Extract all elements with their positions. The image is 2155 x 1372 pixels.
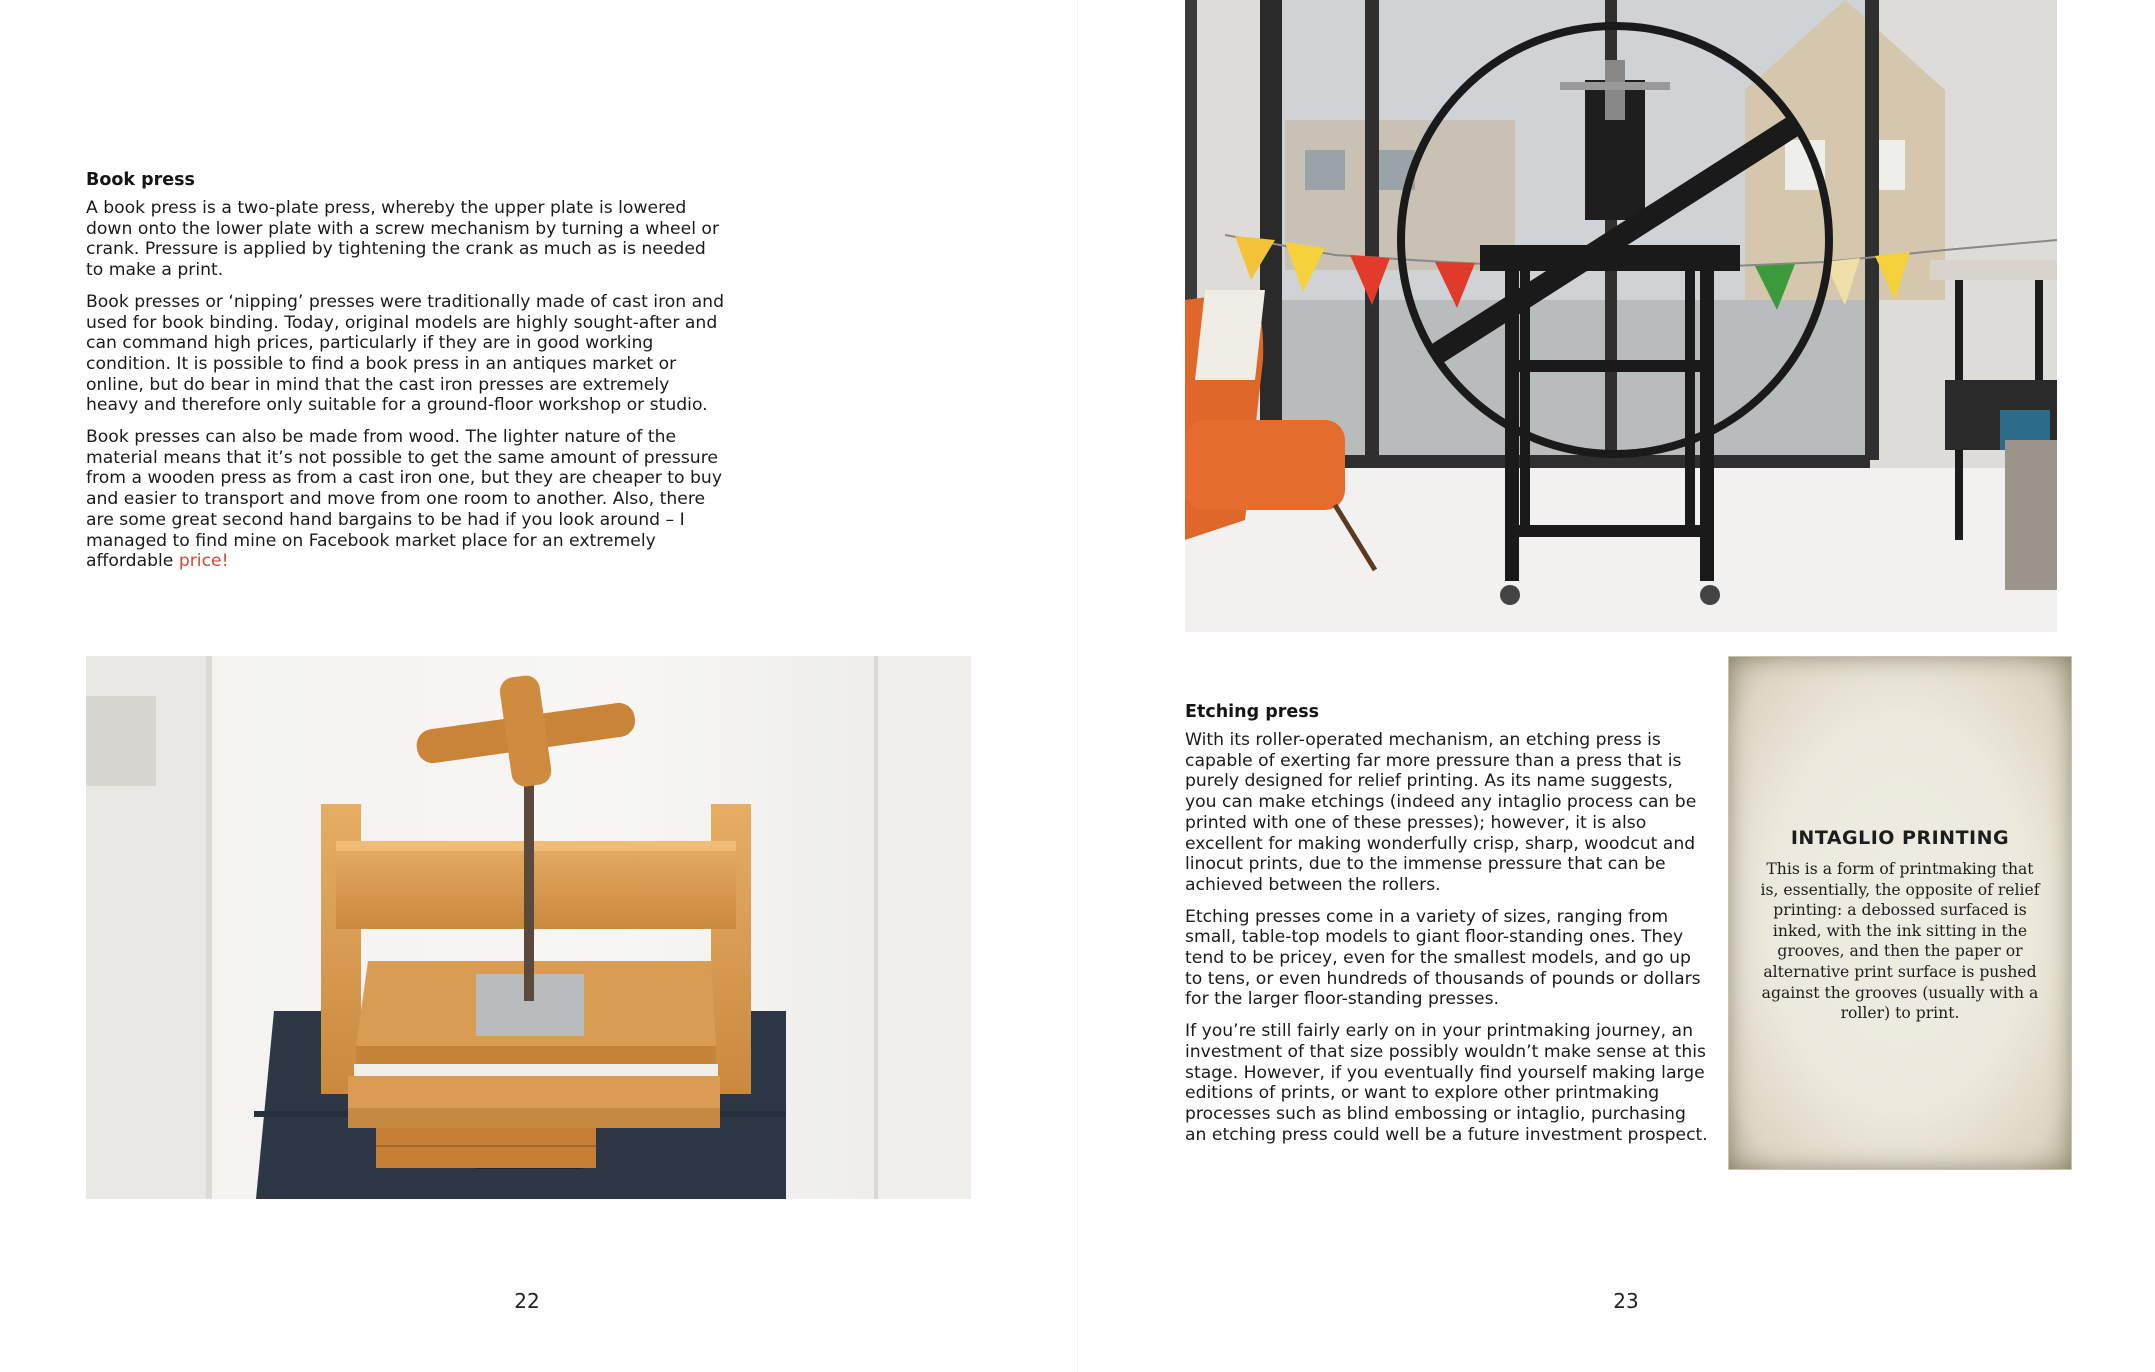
book-press-body [86, 198, 726, 583]
book-press-illustration [86, 656, 971, 1199]
book-press-paragraph-2: Book presses or ‘nipping’ presses were traditionally made of cast iron and used for book binding. Today, original models are highly sought-after and can command high prices, particularly if they are in good working condition. It is possible to find a book press in an antiques market or online, but do bear in mind that the cast iron presses are extremely heavy and therefore only suitable for a ground-floor workshop or studio. [86, 291, 724, 416]
etching-press-photo [1185, 0, 2057, 632]
intaglio-sidebar [1728, 656, 2072, 1170]
book-press-paragraph-3-text: Book presses can also be made from wood. The lighter nature of the material means that it’s not possible to get the same amount of pressure from a wooden press as from a cast iron one, but they are cheaper to buy and easier to transport and move from one room to another. Also, there are some great second hand bargains to be had if you look around – I managed to find mine on Facebook market place for an extremely affordable [86, 427, 722, 572]
book-press-paragraph-1: A book press is a two-plate press, whereby the upper plate is lowered down onto the lower plate with a screw mechanism by turning a wheel or crank. Pressure is applied by tightening the crank as much as is needed to make a print. [86, 198, 720, 281]
etching-press-body [1185, 730, 1709, 1156]
intaglio-text: This is a form of printmaking that is, essentially, the opposite of relief printing: a debossed surfaced is inked, with the ink sitting in the grooves, and then the paper or alternative print surface is pushed against the grooves (usually with a roller) to print. [1760, 860, 2040, 1023]
etching-press-paragraph-2: Etching presses come in a variety of sizes, ranging from small, table-top models to giant floor-standing ones. They tend to be pricey, even for the smallest models, and go up to tens, or even hundreds of thousands of pounds or dollars for the larger floor-standing presses. [1185, 906, 1701, 1010]
page-number-right: 23 [1613, 1289, 1639, 1313]
page-number-left: 22 [514, 1289, 540, 1313]
spread-gutter [1077, 0, 1078, 1372]
etching-press-title: Etching press [1185, 702, 1320, 722]
price-link[interactable]: price! [178, 551, 229, 572]
book-press-paragraph-3 [86, 427, 726, 572]
intaglio-heading: INTAGLIO PRINTING [1790, 827, 2010, 849]
etching-press-illustration [1185, 0, 2057, 632]
book-press-photo [86, 656, 971, 1199]
etching-press-paragraph-3: If you’re still fairly early on in your printmaking journey, an investment of that size possibly wouldn’t make sense at this stage. However, if you eventually find yourself making large editions of prints, or want to explore other printmaking processes such as blind embossing or intaglio, purchasing an etching press could well be a future investment prospect. [1185, 1021, 1708, 1145]
book-press-title: Book press [86, 170, 195, 190]
etching-press-paragraph-1: With its roller-operated mechanism, an etching press is capable of exerting far more pressure than a press that is purely designed for relief printing. As its name suggests, you can make etchings (indeed any intaglio process can be printed with one of these presses); however, it is also excellent for making wonderfully crisp, sharp, woodcut and linocut prints, due to the immense pressure that can be achieved between the rollers. [1185, 730, 1697, 895]
